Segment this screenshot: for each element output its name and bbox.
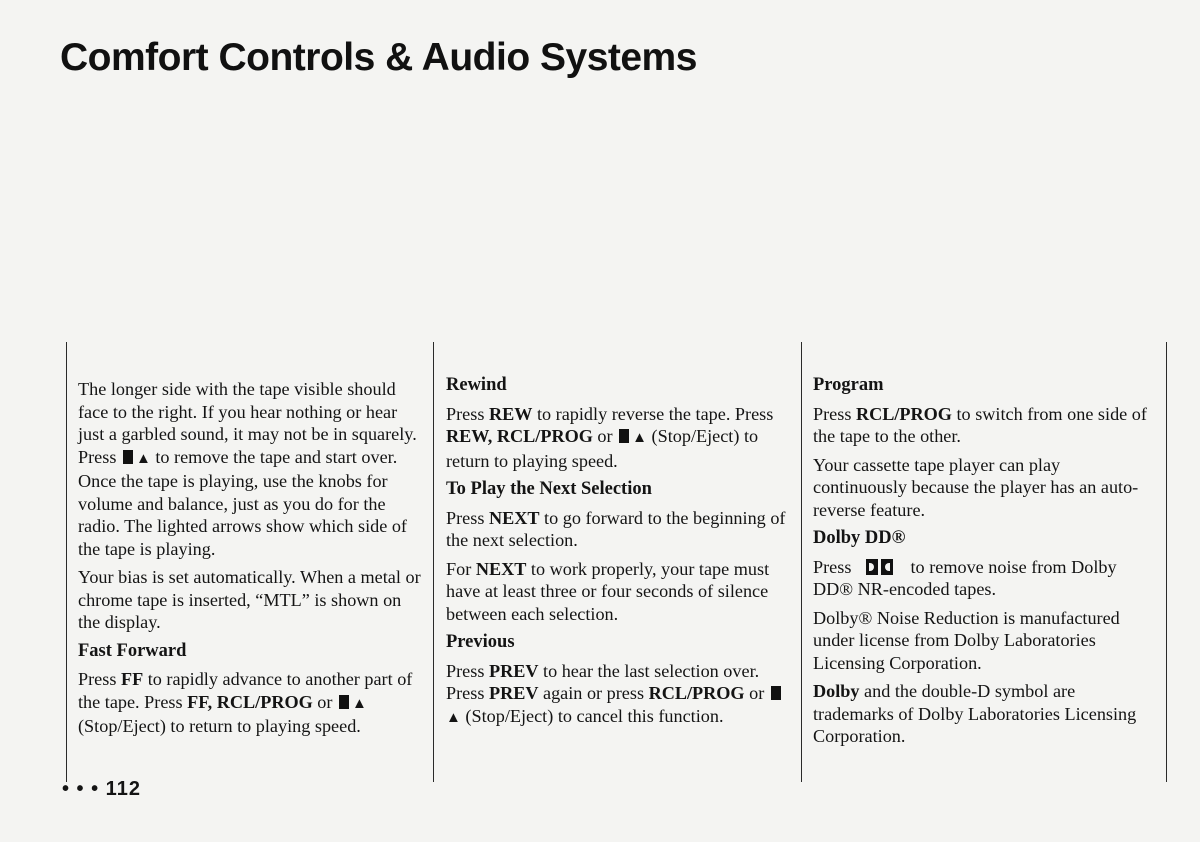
auto-reverse-paragraph: Your cassette tape player can play continuously because the player has an auto-reverse feature. bbox=[813, 454, 1139, 520]
dolby-license-paragraph: Dolby® Noise Reduction is manufactured under license from Dolby Laboratories Licensing Corporation. bbox=[813, 607, 1120, 673]
column-divider bbox=[801, 342, 802, 782]
column-1 bbox=[78, 378, 426, 744]
rewind-heading: Rewind bbox=[446, 375, 507, 395]
rewind-paragraph: Press REW to rapidly reverse the tape. Press REW, RCL/PROG or ▲ (Stop/Eject) to return to playing speed. bbox=[446, 403, 774, 471]
stop-icon bbox=[771, 686, 781, 700]
bias-paragraph: Your bias is set automatically. When a metal or chrome tape is inserted, “MTL” is shown on the display. bbox=[78, 567, 421, 632]
dolby-trademark-paragraph: Dolby and the double-D symbol are trademarks of Dolby Laboratories Licensing Corporation. bbox=[813, 681, 1137, 746]
program-paragraph: Press RCL/PROG to switch from one side of the tape to the other. bbox=[813, 403, 1147, 446]
column-divider bbox=[66, 342, 67, 782]
stop-icon bbox=[123, 450, 133, 464]
eject-icon: ▲ bbox=[135, 450, 151, 467]
dolby-double-d-icon bbox=[866, 558, 896, 576]
dolby-paragraph: Press to remove noise from Dolby DD® NR-encoded tapes. bbox=[813, 556, 1117, 599]
next-selection-heading: To Play the Next Selection bbox=[446, 479, 652, 499]
stop-icon bbox=[619, 429, 629, 443]
page-number: • • • 112 bbox=[62, 778, 141, 800]
column-2 bbox=[446, 374, 788, 735]
next-paragraph: Press NEXT to go forward to the beginning of the next selection. bbox=[446, 507, 786, 550]
fast-forward-heading: Fast Forward bbox=[78, 640, 187, 661]
stop-icon bbox=[339, 695, 349, 709]
page-title: Comfort Controls & Audio Systems bbox=[60, 36, 697, 79]
next-requirement-paragraph: For NEXT to work properly, your tape must have at least three or four seconds of silence between each selection. bbox=[446, 558, 770, 624]
dolby-heading: Dolby DD® bbox=[813, 528, 906, 548]
program-heading: Program bbox=[813, 375, 884, 395]
column-divider bbox=[1166, 342, 1167, 782]
column-3 bbox=[813, 374, 1155, 754]
fast-forward-paragraph: Press FF to rapidly advance to another part of the tape. Press FF, RCL/PROG or ▲ (Stop/Eject) to return to playing speed. bbox=[78, 669, 413, 736]
eject-icon: ▲ bbox=[632, 430, 647, 446]
eject-icon: ▲ bbox=[446, 709, 461, 726]
column-divider bbox=[433, 342, 434, 782]
tape-insertion-paragraph: The longer side with the tape visible should face to the right. If you hear nothing or hear just a garbled sound, it may not be in squarely. Press ▲ to remove the tape and start over. Once the tape is playing, use the knobs for volume and balance, just as you do for the radio. The lighted arrows show which side of the tape is playing. bbox=[78, 379, 417, 559]
previous-paragraph: Press PREV to hear the last selection over. Press PREV again or press RCL/PROG or ▲ (Stop/Eject) to cancel this function. bbox=[446, 660, 788, 730]
previous-heading: Previous bbox=[446, 632, 515, 652]
eject-icon: ▲ bbox=[352, 695, 367, 712]
